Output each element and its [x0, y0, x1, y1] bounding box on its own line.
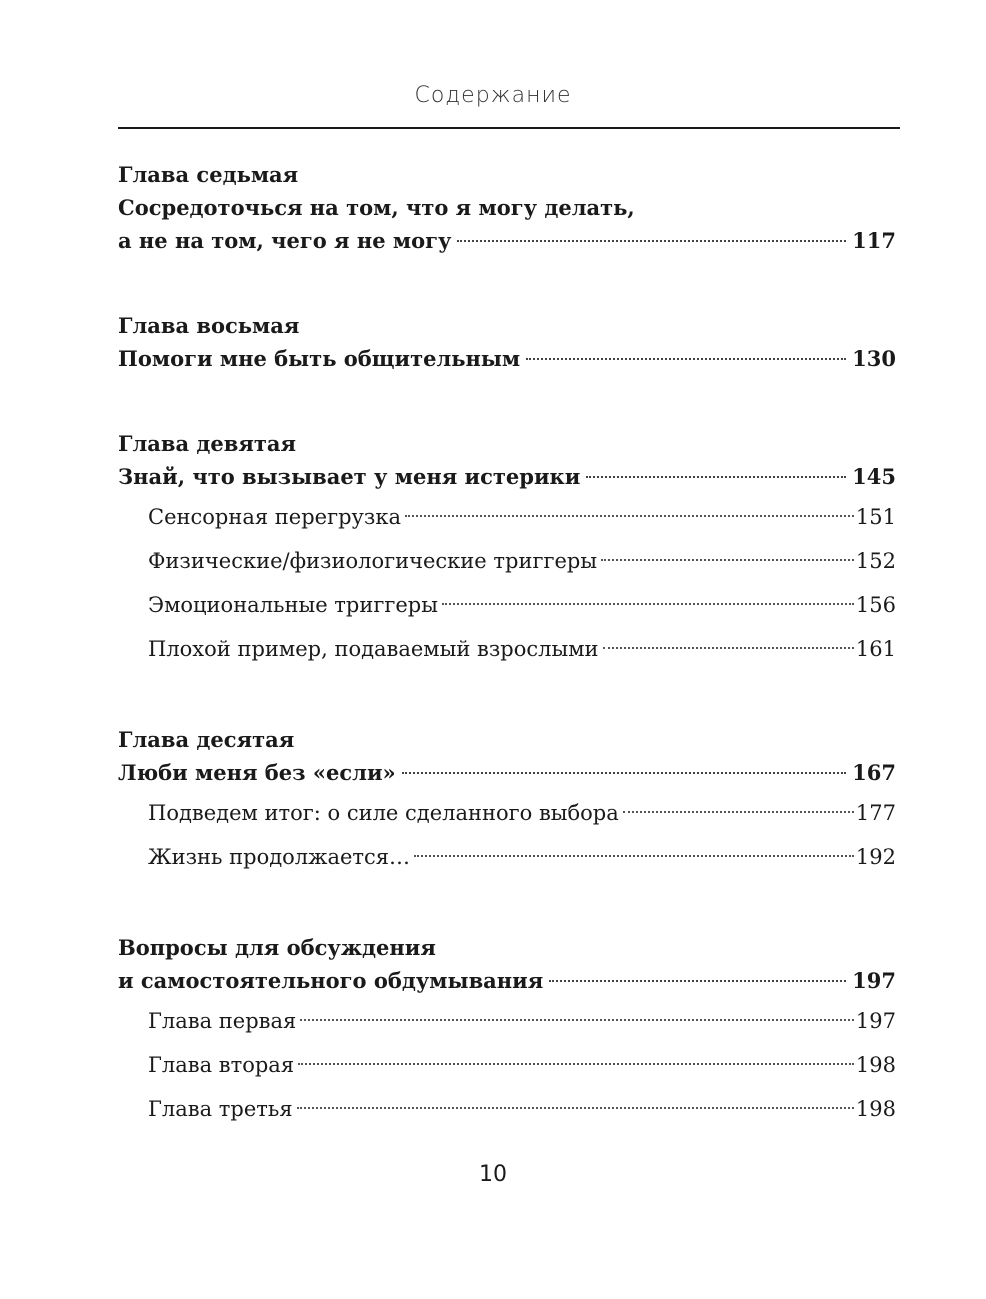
dot-leader	[402, 772, 847, 774]
subentry-label: Жизнь продолжается…	[148, 845, 411, 869]
toc-chapter-7	[118, 158, 896, 257]
chapter-heading-label: Глава восьмая	[118, 313, 300, 338]
toc-entry[interactable]	[118, 964, 896, 997]
subentry-label: Глава третья	[148, 1097, 293, 1121]
chapter-title-label: и самостоятельного обдумывания	[118, 968, 544, 993]
toc-subentry[interactable]	[118, 1043, 896, 1087]
chapter-heading	[118, 158, 896, 191]
chapter-heading-label: Вопросы для обсуждения	[118, 935, 436, 960]
page-ref: 197	[852, 968, 896, 993]
subentry-label: Физические/физиологические триггеры	[148, 549, 598, 573]
toc-chapter-10	[118, 723, 896, 879]
chapter-title-line	[118, 191, 896, 224]
chapter-title-label: Сосредоточься на том, что я могу делать,	[118, 195, 635, 220]
chapter-heading-label: Глава десятая	[118, 727, 295, 752]
chapter-heading-label: Глава девятая	[118, 431, 297, 456]
dot-leader	[414, 855, 854, 857]
page-ref: 156	[855, 593, 896, 617]
toc-subentry[interactable]	[118, 835, 896, 879]
toc-subentry[interactable]	[118, 1087, 896, 1131]
dot-leader	[526, 358, 846, 360]
subentry-label: Сенсорная перегрузка	[148, 505, 401, 529]
dot-leader	[586, 476, 846, 478]
dot-leader	[297, 1107, 854, 1109]
subentry-label: Подведем итог: о силе сделанного выбора	[148, 801, 619, 825]
table-of-contents	[118, 158, 896, 1183]
dot-leader	[549, 980, 846, 982]
toc-subentry[interactable]	[118, 539, 896, 583]
dot-leader	[457, 240, 846, 242]
toc-entry[interactable]	[118, 756, 896, 789]
page-ref: 130	[852, 346, 896, 371]
page-ref: 197	[855, 1009, 896, 1033]
toc-subentry[interactable]	[118, 791, 896, 835]
chapter-heading	[118, 723, 896, 756]
page-ref: 117	[852, 228, 896, 253]
dot-leader	[623, 811, 854, 813]
toc-chapter-8	[118, 309, 896, 375]
toc-entry[interactable]	[118, 224, 896, 257]
toc-subentry[interactable]	[118, 495, 896, 539]
subentry-label: Глава вторая	[148, 1053, 295, 1077]
chapter-heading-label: Глава седьмая	[118, 162, 299, 187]
toc-subentry[interactable]	[118, 627, 896, 671]
chapter-heading	[118, 931, 896, 964]
dot-leader	[300, 1019, 854, 1021]
toc-questions	[118, 931, 896, 1131]
chapter-title-label: Помоги мне быть общительным	[118, 346, 521, 371]
dot-leader	[603, 647, 854, 649]
chapter-title-label: а не на том, чего я не могу	[118, 228, 452, 253]
page-ref: 152	[855, 549, 896, 573]
chapter-title-label: Люби меня без «если»	[118, 760, 396, 785]
chapter-title-label: Знай, что вызывает у меня истерики	[118, 464, 581, 489]
page-ref: 177	[855, 801, 896, 825]
header-rule	[118, 127, 900, 129]
chapter-heading	[118, 309, 896, 342]
page-ref: 161	[855, 637, 896, 661]
subentry-label: Глава первая	[148, 1009, 297, 1033]
page-ref: 192	[855, 845, 896, 869]
page-ref: 198	[855, 1053, 896, 1077]
toc-subentry[interactable]	[118, 999, 896, 1043]
toc-entry[interactable]	[118, 460, 896, 493]
subentry-label: Эмоциональные триггеры	[148, 593, 438, 617]
subentry-label: Плохой пример, подаваемый взрослыми	[148, 637, 599, 661]
toc-entry[interactable]	[118, 342, 896, 375]
page-ref: 151	[855, 505, 896, 529]
dot-leader	[601, 559, 854, 561]
page-ref: 145	[852, 464, 896, 489]
page-ref: 167	[852, 760, 896, 785]
running-head-title: Содержание	[414, 83, 572, 108]
dot-leader	[405, 515, 854, 517]
page-number: 10	[479, 1162, 507, 1187]
dot-leader	[442, 603, 854, 605]
page-ref: 198	[855, 1097, 896, 1121]
dot-leader	[298, 1063, 854, 1065]
toc-chapter-9	[118, 427, 896, 671]
toc-subentry[interactable]	[118, 583, 896, 627]
chapter-heading	[118, 427, 896, 460]
